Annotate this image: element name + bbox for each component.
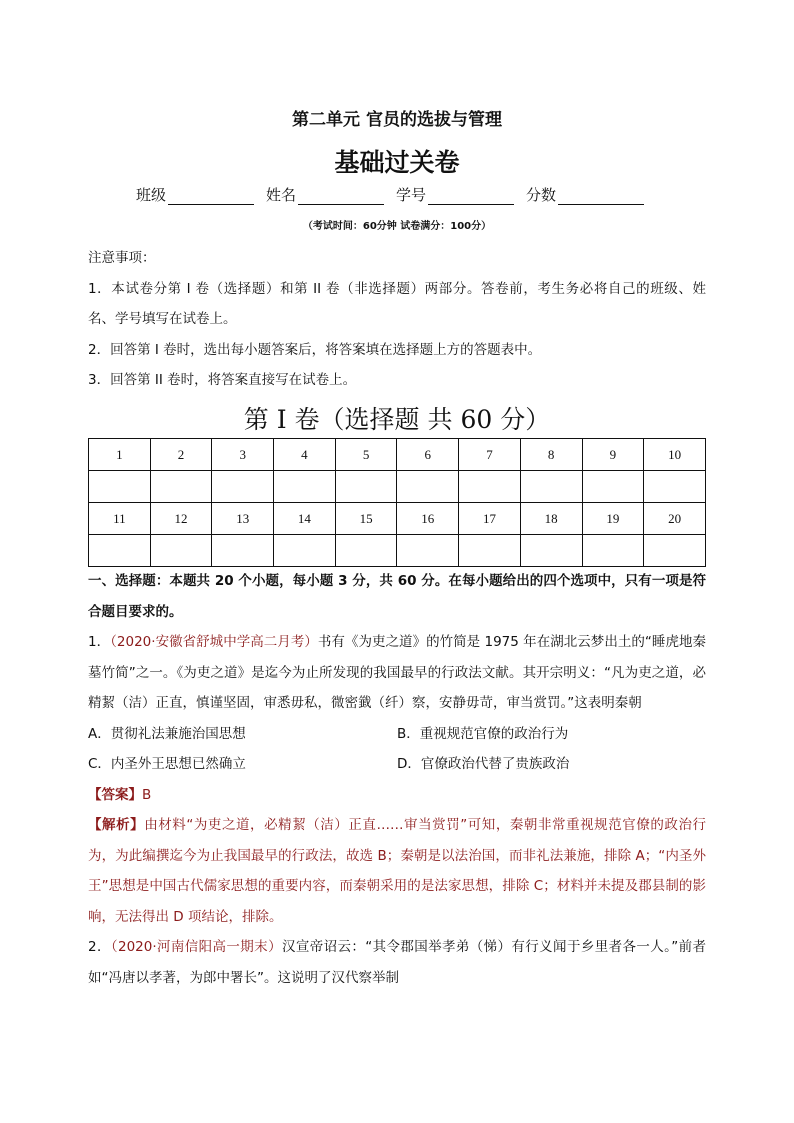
question-number-cell: 11 [89, 503, 151, 535]
questions-block [88, 566, 706, 993]
question-number-cell: 20 [644, 503, 706, 535]
analysis-text: 由材料“为吏之道，必精絜（洁）正直……审当赏罚”可知，秦朝非常重视规范官僚的政治行为，为此编撰迄今为止我国最早的行政法，故选 B；秦朝是以法治国，而非礼法兼施，排除 A；“内圣外王”思想是中国古代儒家思想的重要内容，而秦朝采用的是法家思想，排除 C；材料并未提及郡县制的影响，无法得出 D 项结论，排除。 [88, 817, 706, 925]
name-field[interactable] [266, 184, 384, 205]
question-number-cell: 16 [397, 503, 459, 535]
answer-cell[interactable] [274, 535, 336, 567]
exam-note: （考试时间：60分钟 试卷满分：100分） [302, 221, 492, 232]
answer-cell[interactable] [459, 535, 521, 567]
notice-item: 1．本试卷分第 I 卷（选择题）和第 II 卷（非选择题）两部分。答卷前，考生务必将自己的班级、姓名、学号填写在试卷上。 [88, 280, 706, 327]
analysis-label: 【解析】 [88, 817, 145, 833]
question-number-cell: 19 [582, 503, 644, 535]
options-row [88, 719, 706, 750]
answer-cell[interactable] [644, 471, 706, 503]
paper-subtitle: 基础过关卷 [334, 148, 460, 177]
notice-heading: 注意事项： [88, 250, 156, 266]
question-number: 1． [88, 634, 111, 650]
name-label: 姓名 [266, 186, 297, 204]
question-number-cell: 7 [459, 439, 521, 471]
section-title: 第 I 卷（选择题 共 60 分） [243, 405, 551, 434]
score-blank[interactable] [558, 187, 644, 205]
option-c[interactable]: C．内圣外王思想已然确立 [88, 756, 246, 772]
answer-label: 【答案】 [88, 786, 142, 803]
table-row [89, 439, 706, 471]
table-row [89, 535, 706, 567]
answer-cell[interactable] [644, 535, 706, 567]
answer-cell[interactable] [520, 535, 582, 567]
answer-cell[interactable] [212, 535, 274, 567]
notice-item: 3．回答第 II 卷时，将答案直接写在试卷上。 [88, 372, 357, 388]
question-number-cell: 18 [520, 503, 582, 535]
answer-cell[interactable] [335, 535, 397, 567]
student-id-blank[interactable] [428, 187, 514, 205]
question-number-cell: 6 [397, 439, 459, 471]
answer-table [88, 438, 706, 567]
question-number-cell: 13 [212, 503, 274, 535]
class-field[interactable] [136, 184, 254, 205]
class-label: 班级 [136, 186, 167, 204]
answer-cell[interactable] [459, 471, 521, 503]
notice-block [88, 243, 706, 396]
question-number-cell: 15 [335, 503, 397, 535]
question-number-cell: 1 [89, 439, 151, 471]
question-number-cell: 8 [520, 439, 582, 471]
question-stem: 汉宣帝诏云：“其令郡国举孝弟（悌）有行义闻于乡里者各一人。”前者如“冯唐以孝著，为郎中署长”。这说明了汉代察举制 [88, 939, 706, 986]
name-blank[interactable] [298, 187, 384, 205]
answer-line [88, 780, 706, 811]
question-number-cell: 14 [274, 503, 336, 535]
analysis [88, 810, 706, 932]
question-number-cell: 2 [150, 439, 212, 471]
instructions-prefix: 一、选择题： [88, 573, 170, 589]
answer-cell[interactable] [520, 471, 582, 503]
answer-cell[interactable] [335, 471, 397, 503]
student-id-field[interactable] [396, 184, 514, 205]
table-row [89, 471, 706, 503]
option-b[interactable]: B．重视规范官僚的政治行为 [397, 725, 569, 742]
answer-cell[interactable] [582, 471, 644, 503]
options-row [88, 749, 706, 780]
answer-cell[interactable] [397, 471, 459, 503]
instructions-text: 本题共 20 个小题，每小题 3 分，共 60 分。在每小题给出的四个选项中，只有一项是符合题目要求的。 [88, 573, 707, 620]
answer-cell[interactable] [274, 471, 336, 503]
score-label: 分数 [526, 186, 557, 204]
question-number-cell: 17 [459, 503, 521, 535]
question-number-cell: 5 [335, 439, 397, 471]
question-number-cell: 12 [150, 503, 212, 535]
score-field[interactable] [526, 184, 644, 205]
class-blank[interactable] [168, 187, 254, 205]
section-instructions [88, 566, 706, 627]
question-number: 2． [88, 939, 111, 955]
question-2 [88, 932, 706, 993]
answer-cell[interactable] [89, 535, 151, 567]
question-number-cell: 3 [212, 439, 274, 471]
question-source: （2020·河南信阳高一期末） [110, 939, 282, 955]
unit-title: 第二单元 官员的选拔与管理 [292, 110, 502, 130]
option-d[interactable]: D．官僚政治代替了贵族政治 [397, 756, 570, 772]
answer-value: B [142, 786, 152, 803]
question-number-cell: 9 [582, 439, 644, 471]
option-a[interactable]: A．贯彻礼法兼施治国思想 [88, 725, 246, 742]
answer-cell[interactable] [150, 471, 212, 503]
notice-item: 2．回答第 I 卷时，选出每小题答案后，将答案填在选择题上方的答题表中。 [88, 341, 542, 358]
answer-cell[interactable] [212, 471, 274, 503]
table-row [89, 503, 706, 535]
question-source: （2020·安徽省舒城中学高二月考） [110, 634, 318, 650]
answer-cell[interactable] [150, 535, 212, 567]
question-number-cell: 10 [644, 439, 706, 471]
question-number-cell: 4 [274, 439, 336, 471]
question-1 [88, 627, 706, 719]
answer-cell[interactable] [397, 535, 459, 567]
question-stem: 书有《为吏之道》的竹简是 1975 年在湖北云梦出土的“睡虎地秦墓竹简”之一。《为吏之道》是迄今为止所发现的我国最早的行政法文献。其开宗明义：“凡为吏之道，必精絜（洁）正直，慎谨坚固，审悉毋私，微密韱（纤）察，安静毋苛，审当赏罚。”这表明秦朝 [88, 634, 706, 711]
student-info-fields [136, 184, 644, 205]
answer-cell[interactable] [89, 471, 151, 503]
student-id-label: 学号 [396, 186, 427, 204]
answer-cell[interactable] [582, 535, 644, 567]
